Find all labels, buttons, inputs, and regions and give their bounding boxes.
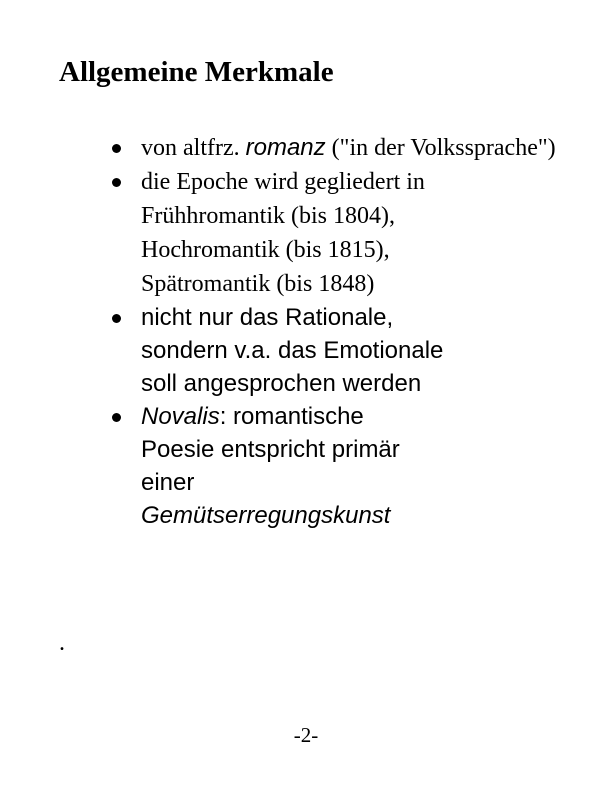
- page-title: Allgemeine Merkmale: [59, 56, 334, 88]
- bullet-icon: [112, 144, 121, 153]
- item-line: Hochromantik (bis 1815),: [141, 237, 390, 263]
- page-number: -2-: [293, 723, 319, 747]
- list-item: [108, 131, 568, 165]
- item-text: von altfrz.: [141, 135, 246, 161]
- bullet-icon: [112, 314, 121, 323]
- item-emphasis: Gemütserregungskunst: [141, 502, 391, 529]
- bullet-icon: [112, 178, 121, 187]
- item-line: Frühhromantik (bis 1804),: [141, 203, 395, 229]
- list-item: [108, 165, 568, 301]
- item-line: die Epoche wird gegliedert in: [141, 169, 425, 195]
- item-emphasis: Novalis: [141, 403, 220, 430]
- item-emphasis: romanz: [245, 134, 326, 161]
- list-item: [108, 400, 568, 532]
- item-line: soll angesprochen werden: [141, 370, 422, 397]
- trailing-mark: .: [59, 630, 65, 656]
- item-text: ("in der Volkssprache"): [325, 135, 556, 161]
- bullet-icon: [112, 413, 121, 422]
- item-line: einer: [141, 469, 195, 496]
- item-line: nicht nur das Rationale,: [141, 304, 394, 331]
- list-item: [108, 301, 568, 400]
- item-line: Spätromantik (bis 1848): [141, 271, 375, 297]
- item-line: sondern v.a. das Emotionale: [141, 337, 444, 364]
- item-text: : romantische: [219, 403, 364, 430]
- item-line: Poesie entspricht primär: [141, 436, 400, 463]
- bullet-list: [108, 131, 568, 532]
